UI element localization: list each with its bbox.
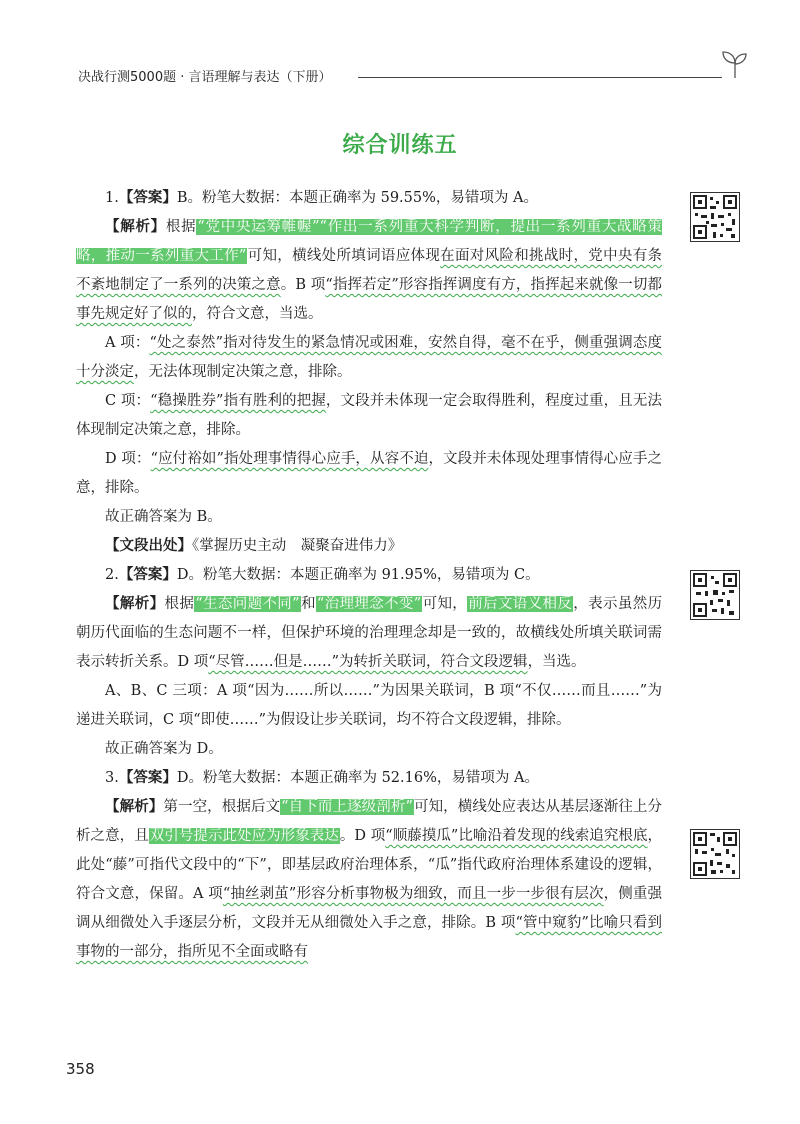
q2-options-abc: A、B、C 三项：A 项“因为……所以……”为因果关联词，B 项“不仅……而且……”为递进关联词，C 项“即使……”为假设让步关联词，均不符合文段逻辑，排除。 [76, 683, 662, 728]
explanation-body [76, 184, 662, 967]
page-number: 358 [66, 1060, 95, 1078]
sprout-icon [718, 48, 752, 82]
q1-option-d: D 项：“应付裕如”指处理事情得心应手，从容不迫，文段并未体现处理事情得心应手之意，排除。 [76, 451, 662, 496]
qr-code-icon[interactable] [690, 192, 740, 242]
running-header [72, 64, 752, 88]
q1-conclusion: 故正确答案为 B。 [105, 509, 222, 525]
wavy-underline: 在面对风险和挑战时，党中央有条不紊地制定了一系列的决策之意 [76, 248, 663, 293]
q3-answer-line: 3.【答案】D。粉笔大数据：本题正确率为 52.16%，易错项为 A。 [105, 770, 539, 786]
q1-analysis: 【解析】根据“党中央运筹帷幄”“作出一系列重大科学判断，提出一系列重大战略策略，推动一系列重大工作”可知，横线处所填词语应体现在面对风险和挑战时，党中央有条不紊地制定了一系列的决策之意。B 项“指挥若定”形容指挥调度有方，指挥起来就像一切都事先规定好了似的，符合文意，当选。 [76, 219, 663, 322]
q3-analysis: 【解析】第一空，根据后文“自下而上逐级剖析”可知，横线处应表达从基层逐渐往上分析之意，且双引号提示此处应为形象表达。D 项“顺藤摸瓜”比喻沿着发现的线索追究根底，此处“藤”可指代文段中的“下”，即基层政府治理体系，“瓜”指代政府治理体系建设的逻辑，符合文意，保留。A 项“抽丝剥茧”形容分析事物极为细致，而且一步一步很有层次，侧重强调从细微处入手逐层分析，文段并无从细微处入手之意，排除。B 项“管中窥豹”比喻只看到事物的一部分，指所见不全面或略有 [76, 799, 663, 960]
highlight: 双引号提示此处应为形象表达 [149, 828, 339, 844]
wavy-underline: “管中窥豹”比喻只看到事物的一部分，指所见不全面或略有 [76, 915, 663, 960]
highlight: “自下而上逐级剖析” [281, 799, 413, 815]
highlight: “治理理念不变” [316, 596, 422, 612]
q1-option-c: C 项：“稳操胜券”指有胜利的把握，文段并未体现一定会取得胜利，程度过重，且无法体现制定决策之意，排除。 [76, 393, 662, 438]
wavy-underline: “指挥若定”形容指挥调度有方，指挥起来就像一切都事先规定好了似的 [76, 277, 663, 322]
qr-code-icon[interactable] [690, 829, 740, 879]
section-title: 综合训练五 [342, 133, 458, 158]
highlight: “生态问题不同” [195, 596, 300, 612]
header-title: 决战行测5000题 · 言语理解与表达（下册） [78, 70, 332, 85]
q1-source: 【文段出处】《掌握历史主动 凝聚奋进伟力》 [105, 538, 403, 554]
highlight: “党中央运筹帷幄”“作出一系列重大科学判断，提出一系列重大战略策略，推动一系列重大工作” [76, 219, 663, 264]
wavy-underline: “应付裕如”指处理事情得心应手，从容不迫 [150, 451, 429, 467]
wavy-underline: “尽管……但是……”为转折关联词，符合文段逻辑 [208, 654, 528, 670]
qr-code-icon[interactable] [690, 570, 740, 620]
wavy-underline: “顺藤摸瓜”比喻沿着发现的线索追究根底 [385, 828, 648, 844]
q2-answer-line: 2.【答案】D。粉笔大数据：本题正确率为 91.95%，易错项为 C。 [105, 567, 540, 583]
wavy-underline: “稳操胜券”指有胜利的把握 [150, 393, 326, 409]
q1-answer-line: 1.【答案】B。粉笔大数据：本题正确率为 59.55%，易错项为 A。 [105, 190, 538, 206]
header-rule [358, 77, 722, 78]
wavy-underline: “处之泰然”指对待发生的紧急情况或困难，安然自得，毫不在乎，侧重强调态度十分淡定 [76, 335, 662, 380]
wavy-underline: “抽丝剥茧”形容分析事物极为细致，而且一步一步很有层次 [222, 886, 604, 902]
highlight: 前后文语义相反 [468, 596, 573, 612]
q1-option-a: A 项：“处之泰然”指对待发生的紧急情况或困难，安然自得，毫不在乎，侧重强调态度十分淡定，无法体现制定决策之意，排除。 [76, 335, 662, 380]
q2-analysis: 【解析】根据“生态问题不同”和“治理理念不变”可知，前后文语义相反，表示虽然历朝历代面临的生态问题不一样，但保护环境的治理理念却是一致的，故横线处所填关联词需表示转折关系。D 项“尽管……但是……”为转折关联词，符合文段逻辑，当选。 [76, 596, 663, 670]
q2-conclusion: 故正确答案为 D。 [105, 741, 223, 757]
